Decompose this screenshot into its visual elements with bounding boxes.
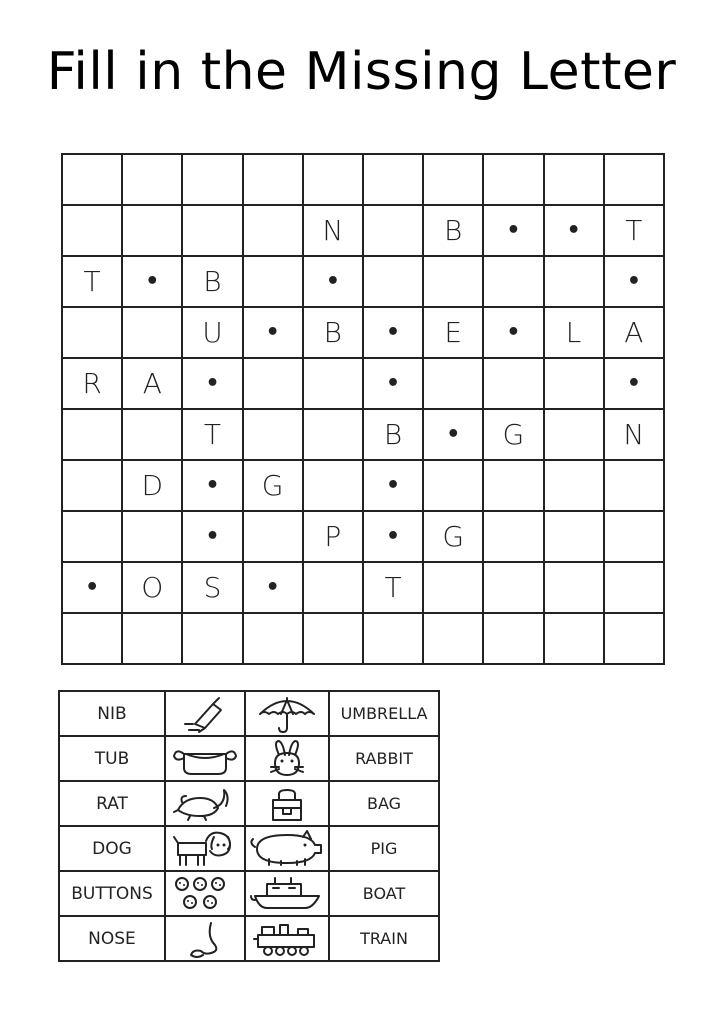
grid-cell: [122, 154, 182, 205]
grid-cell: [604, 613, 664, 664]
key-word: BAG: [329, 781, 439, 826]
grid-cell: E: [423, 307, 483, 358]
grid-row: [62, 511, 664, 562]
grid-row: [62, 409, 664, 460]
grid-cell: R: [62, 358, 122, 409]
grid-row: [62, 154, 664, 205]
grid-cell: [182, 154, 242, 205]
key-word: NIB: [59, 691, 165, 736]
grid-cell: [243, 613, 303, 664]
grid-cell: N: [303, 205, 363, 256]
key-word: RABBIT: [329, 736, 439, 781]
grid-cell: T: [62, 256, 122, 307]
grid-cell-blank[interactable]: •: [604, 256, 664, 307]
key-row: [59, 916, 439, 961]
grid-cell: A: [604, 307, 664, 358]
grid-cell: O: [122, 562, 182, 613]
grid-cell: [544, 562, 604, 613]
word-picture-key: [58, 690, 440, 962]
grid-cell: U: [182, 307, 242, 358]
key-word: UMBRELLA: [329, 691, 439, 736]
grid-cell-blank[interactable]: •: [182, 511, 242, 562]
key-row: [59, 736, 439, 781]
grid-cell: [62, 409, 122, 460]
grid-cell: [62, 511, 122, 562]
grid-cell-blank[interactable]: •: [182, 460, 242, 511]
grid-cell: [303, 154, 363, 205]
grid-cell: [544, 460, 604, 511]
pig-icon: [245, 826, 329, 871]
grid-row: [62, 562, 664, 613]
grid-cell: L: [544, 307, 604, 358]
grid-cell: [303, 562, 363, 613]
grid-cell: [483, 613, 543, 664]
grid-cell: [483, 511, 543, 562]
grid-cell: [423, 460, 483, 511]
grid-cell-blank[interactable]: •: [363, 511, 423, 562]
grid-row: [62, 460, 664, 511]
grid-cell: [243, 358, 303, 409]
grid-cell-blank[interactable]: •: [182, 358, 242, 409]
nib-icon: [165, 691, 245, 736]
tub-icon: [165, 736, 245, 781]
key-word: NOSE: [59, 916, 165, 961]
rabbit-icon: [245, 736, 329, 781]
grid-row: [62, 256, 664, 307]
grid-cell: [544, 613, 604, 664]
key-row: [59, 691, 439, 736]
grid-cell-blank[interactable]: •: [604, 358, 664, 409]
grid-row: [62, 358, 664, 409]
grid-cell-blank[interactable]: •: [62, 562, 122, 613]
grid-cell: [62, 205, 122, 256]
grid-cell: [423, 613, 483, 664]
umbrella-icon: [245, 691, 329, 736]
grid-cell: B: [303, 307, 363, 358]
dog-icon: [165, 826, 245, 871]
grid-row: [62, 613, 664, 664]
grid-cell: [483, 562, 543, 613]
grid-cell-blank[interactable]: •: [483, 205, 543, 256]
key-word: TUB: [59, 736, 165, 781]
grid-cell: G: [423, 511, 483, 562]
grid-cell: [483, 460, 543, 511]
grid-cell: [363, 154, 423, 205]
grid-cell: [483, 154, 543, 205]
grid-cell: [363, 256, 423, 307]
grid-cell: [604, 562, 664, 613]
grid-cell: [243, 511, 303, 562]
letter-grid: [61, 153, 665, 665]
grid-cell: N: [604, 409, 664, 460]
grid-cell: [363, 205, 423, 256]
grid-cell: [122, 307, 182, 358]
key-word: PIG: [329, 826, 439, 871]
grid-cell: [182, 613, 242, 664]
grid-cell: [303, 358, 363, 409]
grid-cell: [303, 613, 363, 664]
grid-cell: B: [363, 409, 423, 460]
grid-cell: D: [122, 460, 182, 511]
grid-cell: T: [363, 562, 423, 613]
grid-cell: G: [243, 460, 303, 511]
grid-cell: [303, 409, 363, 460]
nose-icon: [165, 916, 245, 961]
grid-cell: [62, 460, 122, 511]
grid-cell: [544, 358, 604, 409]
key-word: TRAIN: [329, 916, 439, 961]
grid-cell: P: [303, 511, 363, 562]
grid-cell: [62, 307, 122, 358]
grid-cell: [122, 613, 182, 664]
grid-cell: S: [182, 562, 242, 613]
grid-cell-blank[interactable]: •: [363, 307, 423, 358]
grid-cell: [243, 154, 303, 205]
grid-cell-blank[interactable]: •: [303, 256, 363, 307]
boat-icon: [245, 871, 329, 916]
key-row: [59, 826, 439, 871]
grid-cell-blank[interactable]: •: [122, 256, 182, 307]
grid-cell: [604, 511, 664, 562]
page-title: Fill in the Missing Letter: [46, 42, 677, 102]
grid-cell: [303, 460, 363, 511]
grid-cell-blank[interactable]: •: [544, 205, 604, 256]
grid-cell: T: [604, 205, 664, 256]
grid-cell-blank[interactable]: •: [483, 307, 543, 358]
grid-cell: [544, 511, 604, 562]
rat-icon: [165, 781, 245, 826]
key-word: RAT: [59, 781, 165, 826]
grid-cell: [122, 409, 182, 460]
train-icon: [245, 916, 329, 961]
grid-cell: [483, 256, 543, 307]
grid-cell: G: [483, 409, 543, 460]
grid-cell: [604, 460, 664, 511]
grid-cell: [62, 613, 122, 664]
key-row: [59, 871, 439, 916]
grid-cell-blank[interactable]: •: [363, 460, 423, 511]
grid-row: [62, 307, 664, 358]
grid-cell-blank[interactable]: •: [243, 307, 303, 358]
grid-cell: [243, 205, 303, 256]
grid-cell-blank[interactable]: •: [423, 409, 483, 460]
grid-cell: [62, 154, 122, 205]
grid-cell: B: [423, 205, 483, 256]
key-word: DOG: [59, 826, 165, 871]
key-word: BUTTONS: [59, 871, 165, 916]
grid-cell: [423, 358, 483, 409]
grid-cell-blank[interactable]: •: [363, 358, 423, 409]
grid-cell: [544, 409, 604, 460]
grid-cell: [122, 511, 182, 562]
buttons-icon: [165, 871, 245, 916]
grid-cell: T: [182, 409, 242, 460]
grid-cell: [363, 613, 423, 664]
grid-cell: [423, 154, 483, 205]
grid-cell: [122, 205, 182, 256]
grid-cell: [243, 256, 303, 307]
grid-cell: [483, 358, 543, 409]
grid-cell: [544, 256, 604, 307]
grid-row: [62, 205, 664, 256]
grid-cell: [423, 256, 483, 307]
grid-cell: [182, 205, 242, 256]
grid-cell-blank[interactable]: •: [243, 562, 303, 613]
grid-cell: B: [182, 256, 242, 307]
grid-cell: [243, 409, 303, 460]
grid-cell: [544, 154, 604, 205]
key-row: [59, 781, 439, 826]
bag-icon: [245, 781, 329, 826]
grid-cell: [423, 562, 483, 613]
grid-cell: [604, 154, 664, 205]
grid-cell: A: [122, 358, 182, 409]
key-word: BOAT: [329, 871, 439, 916]
